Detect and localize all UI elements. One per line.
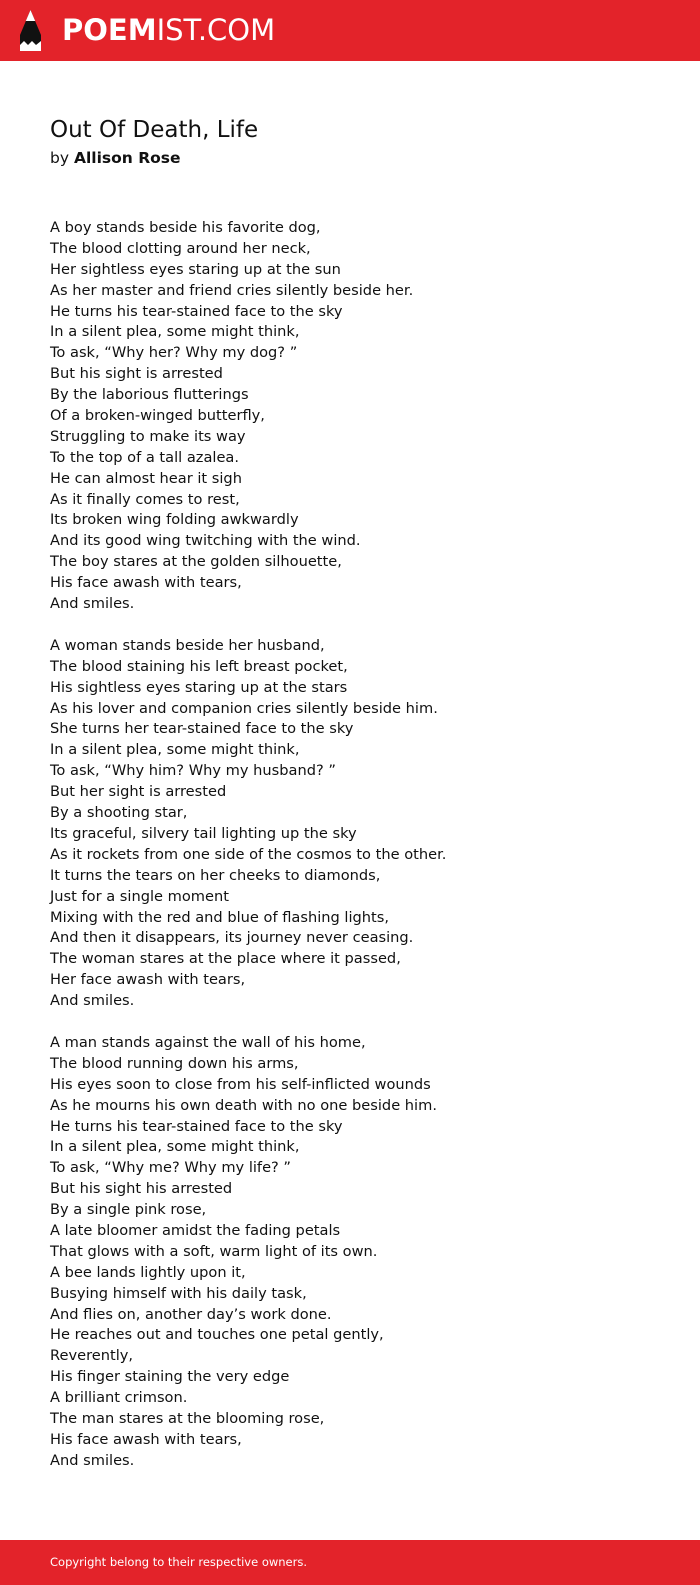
poem-line: It turns the tears on her cheeks to diamonds, bbox=[50, 866, 381, 884]
poem-line: The blood clotting around her neck, bbox=[50, 239, 311, 257]
poem-line: Struggling to make its way bbox=[50, 427, 246, 445]
poem-line: The blood running down his arms, bbox=[50, 1054, 299, 1072]
poem-line: Reverently, bbox=[50, 1347, 134, 1365]
poem-line: And smiles. bbox=[50, 1451, 135, 1469]
poem-line: He turns his tear-stained face to the sky bbox=[50, 1117, 343, 1135]
site-header bbox=[0, 0, 700, 61]
poem-line: By a shooting star, bbox=[50, 804, 188, 822]
poem-line: She turns her tear-stained face to the sky bbox=[50, 720, 354, 738]
poem-line: In a silent plea, some might think, bbox=[50, 1138, 300, 1156]
poem-body bbox=[50, 218, 660, 1472]
poem-author: Allison Rose bbox=[73, 149, 181, 167]
site-logo[interactable] bbox=[62, 12, 275, 48]
poem-stanza bbox=[50, 218, 660, 615]
poem-line: By the laborious flutterings bbox=[50, 386, 249, 404]
poem-line: And smiles. bbox=[50, 595, 135, 613]
poem-line: A man stands against the wall of his home, bbox=[50, 1033, 366, 1051]
poem-line: And flies on, another day’s work done. bbox=[50, 1305, 332, 1323]
poem-line: In a silent plea, some might think, bbox=[50, 741, 300, 759]
poem-line: But his sight is arrested bbox=[50, 365, 223, 383]
poem-line: His face awash with tears, bbox=[50, 1430, 242, 1448]
poem-line: And its good wing twitching with the wind. bbox=[50, 532, 361, 550]
poem-line: His eyes soon to close from his self-inflicted wounds bbox=[50, 1075, 431, 1093]
poem-line: A brilliant crimson. bbox=[50, 1389, 188, 1407]
poem-stanza bbox=[50, 1033, 660, 1472]
poem-line: As her master and friend cries silently beside her. bbox=[50, 281, 414, 299]
site-footer bbox=[0, 1540, 700, 1585]
poem-line: His sightless eyes staring up at the stars bbox=[50, 678, 348, 696]
poem-line: To ask, “Why me? Why my life? ” bbox=[50, 1159, 291, 1177]
poem-content bbox=[50, 114, 660, 1493]
poem-stanza bbox=[50, 636, 660, 1012]
poem-line: He reaches out and touches one petal gently, bbox=[50, 1326, 384, 1344]
poem-line: A woman stands beside her husband, bbox=[50, 636, 325, 654]
poem-line: As he mourns his own death with no one beside him. bbox=[50, 1096, 437, 1114]
poem-line: A late bloomer amidst the fading petals bbox=[50, 1221, 341, 1239]
poem-line: He can almost hear it sigh bbox=[50, 469, 242, 487]
poem-line: Mixing with the red and blue of flashing lights, bbox=[50, 908, 390, 926]
logo-light-text: IST.COM bbox=[156, 13, 276, 47]
poem-line: In a silent plea, some might think, bbox=[50, 323, 300, 341]
poem-title: Out Of Death, Life bbox=[50, 117, 259, 143]
poem-line: The man stares at the blooming rose, bbox=[50, 1409, 325, 1427]
pencil-tip-icon[interactable] bbox=[18, 9, 43, 52]
poem-line: His face awash with tears, bbox=[50, 574, 242, 592]
poem-line: But his sight his arrested bbox=[50, 1180, 233, 1198]
poem-line: Just for a single moment bbox=[50, 887, 229, 905]
poem-line: Its broken wing folding awkwardly bbox=[50, 511, 299, 529]
poem-line: The boy stares at the golden silhouette, bbox=[50, 553, 342, 571]
poem-line: To ask, “Why him? Why my husband? ” bbox=[50, 762, 336, 780]
poem-line: And then it disappears, its journey never ceasing. bbox=[50, 929, 414, 947]
poem-line: By a single pink rose, bbox=[50, 1201, 207, 1219]
copyright-notice: Copyright belong to their respective owners. bbox=[50, 1555, 308, 1569]
poem-line: To the top of a tall azalea. bbox=[50, 448, 240, 466]
poem-line: As it rockets from one side of the cosmos to the other. bbox=[50, 845, 447, 863]
poem-line: The woman stares at the place where it passed, bbox=[50, 950, 401, 968]
poem-line: Her face awash with tears, bbox=[50, 971, 246, 989]
poem-line: A bee lands lightly upon it, bbox=[50, 1263, 246, 1281]
poem-line: Busying himself with his daily task, bbox=[50, 1284, 307, 1302]
poem-line: Its graceful, silvery tail lighting up the sky bbox=[50, 824, 357, 842]
poem-line: His finger staining the very edge bbox=[50, 1368, 290, 1386]
poem-line: But her sight is arrested bbox=[50, 783, 227, 801]
logo-bold-text: POEM bbox=[62, 13, 157, 47]
poem-line: As it finally comes to rest, bbox=[50, 490, 240, 508]
poem-line: As his lover and companion cries silently beside him. bbox=[50, 699, 438, 717]
poem-line: To ask, “Why her? Why my dog? ” bbox=[50, 344, 298, 362]
poem-line: Of a broken-winged butterfly, bbox=[50, 407, 265, 425]
poem-line: That glows with a soft, warm light of its own. bbox=[50, 1242, 378, 1260]
poem-line: The blood staining his left breast pocket, bbox=[50, 657, 348, 675]
poem-line: A boy stands beside his favorite dog, bbox=[50, 219, 321, 236]
poem-byline bbox=[50, 146, 660, 170]
poem-line: And smiles. bbox=[50, 992, 135, 1010]
byline-prefix: by bbox=[50, 149, 70, 167]
poem-line: Her sightless eyes staring up at the sun bbox=[50, 260, 341, 278]
poem-line: He turns his tear-stained face to the sky bbox=[50, 302, 343, 320]
